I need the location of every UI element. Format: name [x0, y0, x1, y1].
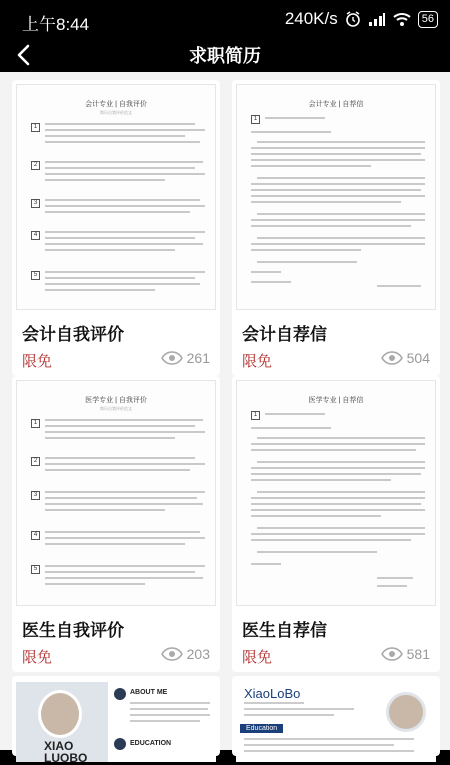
card-doctor-self-evaluation[interactable]	[12, 376, 220, 672]
card-title: 会计自荐信	[242, 325, 327, 344]
card-title: 医生自荐信	[242, 621, 327, 640]
doc-text-line	[257, 213, 425, 215]
doc-text-line	[45, 211, 190, 213]
view-count	[381, 646, 430, 662]
doc-text-line	[45, 141, 200, 143]
resume-text-line	[244, 714, 334, 716]
resume-text-line	[130, 708, 208, 710]
eye-icon	[381, 351, 403, 365]
doc-text-line	[45, 503, 203, 505]
doc-text-line	[251, 533, 425, 535]
document-thumbnail	[236, 84, 436, 310]
doc-text-line	[251, 153, 421, 155]
doc-text-line	[45, 173, 205, 175]
view-count	[161, 646, 210, 662]
doc-text-line	[45, 277, 195, 279]
doc-text-line	[251, 449, 416, 451]
doc-text-line	[251, 563, 281, 565]
doc-text-line	[265, 413, 325, 415]
doc-text-line	[251, 473, 421, 475]
doc-text-line	[251, 281, 291, 283]
doc-text-line	[45, 425, 195, 427]
free-badge: 限免	[22, 353, 53, 370]
doc-text-line	[45, 565, 205, 567]
doc-item-number: 1	[251, 411, 260, 420]
doc-text-line	[45, 509, 165, 511]
resume-thumbnail	[16, 682, 216, 765]
resume-text-line	[130, 714, 210, 716]
doc-text-line	[251, 165, 371, 167]
doc-text-line	[45, 457, 195, 459]
doc-text-line	[45, 199, 200, 201]
doc-text-line	[251, 131, 331, 133]
doc-text-line	[251, 219, 425, 221]
resume-name-line1: XIAO	[44, 739, 74, 753]
about-icon	[114, 688, 126, 700]
profile-photo	[38, 690, 82, 738]
status-icons	[285, 9, 438, 29]
resume-thumbnail	[236, 682, 436, 762]
eye-icon	[161, 351, 183, 365]
doc-item-number: 4	[31, 231, 40, 240]
doc-text-line	[45, 491, 205, 493]
doc-text-line	[251, 509, 425, 511]
card-accounting-self-evaluation[interactable]	[12, 80, 220, 376]
resume-text-line	[130, 720, 200, 722]
doc-text-line	[377, 585, 407, 587]
doc-text-line	[251, 271, 281, 273]
doc-text-line	[251, 503, 421, 505]
doc-text-line	[257, 177, 425, 179]
resume-name: XiaoLoBo	[244, 686, 301, 701]
free-badge: 限免	[22, 649, 53, 666]
doc-text-line	[377, 285, 421, 287]
doc-text-line	[45, 135, 185, 137]
resume-text-line	[244, 744, 394, 746]
doc-text-line	[45, 249, 175, 251]
doc-item-number: 2	[31, 457, 40, 466]
doc-text-line	[45, 431, 205, 433]
resume-text-line	[244, 738, 414, 740]
doc-text-line	[251, 443, 425, 445]
view-count-value: 261	[186, 350, 210, 366]
doc-text-line	[251, 479, 391, 481]
doc-text-line	[45, 571, 195, 573]
doc-text-line	[251, 159, 425, 161]
education-heading: Education	[240, 724, 283, 733]
about-heading: ABOUT ME	[130, 689, 168, 696]
doc-item-number: 3	[31, 199, 40, 208]
doc-subtitle: 简历自我评价范文	[100, 406, 132, 411]
status-bar	[0, 0, 450, 38]
view-count-value: 504	[406, 350, 430, 366]
doc-title: 会计专业 | 自荐信	[308, 101, 364, 108]
page-title: 求职简历	[189, 46, 261, 66]
doc-text-line	[251, 515, 381, 517]
free-badge: 限免	[242, 353, 273, 370]
doc-text-line	[257, 141, 425, 143]
doc-item-number: 1	[251, 115, 260, 124]
card-doctor-cover-letter[interactable]	[232, 376, 440, 672]
doc-text-line	[257, 461, 425, 463]
doc-text-line	[251, 201, 401, 203]
doc-text-line	[45, 583, 145, 585]
doc-text-line	[45, 537, 205, 539]
doc-text-line	[251, 195, 425, 197]
view-count	[161, 350, 210, 366]
status-time: 上午8:44	[22, 15, 90, 34]
doc-text-line	[257, 437, 425, 439]
doc-item-number: 4	[31, 531, 40, 540]
battery-indicator: 56	[418, 11, 438, 28]
card-accounting-cover-letter[interactable]	[232, 80, 440, 376]
doc-subtitle: 简历自我评价范文	[100, 110, 132, 115]
alarm-icon	[344, 10, 362, 28]
signal-icon	[368, 11, 386, 27]
doc-text-line	[45, 231, 205, 233]
doc-title: 医学专业 | 自荐信	[308, 397, 364, 404]
doc-text-line	[251, 467, 425, 469]
doc-text-line	[45, 419, 203, 421]
doc-text-line	[251, 249, 361, 251]
doc-text-line	[251, 427, 331, 429]
view-count-value: 581	[406, 646, 430, 662]
document-thumbnail	[236, 380, 436, 606]
doc-text-line	[45, 543, 185, 545]
doc-text-line	[45, 237, 195, 239]
wifi-icon	[392, 11, 412, 27]
education-icon	[114, 738, 126, 750]
education-heading: EDUCATION	[130, 740, 172, 747]
resume-text-line	[244, 702, 304, 704]
doc-title: 会计专业 | 自我评价	[85, 101, 147, 108]
doc-text-line	[251, 243, 425, 245]
doc-text-line	[377, 577, 413, 579]
doc-text-line	[45, 123, 195, 125]
doc-text-line	[45, 243, 203, 245]
doc-text-line	[45, 289, 155, 291]
doc-text-line	[251, 189, 421, 191]
document-thumbnail	[16, 84, 216, 310]
doc-text-line	[45, 437, 175, 439]
card-resume-template-right[interactable]	[232, 676, 440, 756]
card-title: 会计自我评价	[22, 325, 124, 344]
doc-item-number: 1	[31, 419, 40, 428]
doc-text-line	[45, 205, 205, 207]
resume-name	[44, 740, 87, 764]
eye-icon	[161, 647, 183, 661]
doc-text-line	[251, 147, 425, 149]
doc-text-line	[265, 117, 325, 119]
resume-name-line2: LUOBO	[44, 751, 88, 765]
doc-text-line	[45, 129, 205, 131]
doc-text-line	[257, 551, 377, 553]
doc-text-line	[45, 497, 197, 499]
doc-text-line	[45, 531, 200, 533]
profile-photo	[386, 692, 426, 732]
doc-text-line	[45, 167, 195, 169]
doc-text-line	[45, 283, 200, 285]
card-resume-template-left[interactable]	[12, 676, 220, 765]
doc-item-number: 5	[31, 271, 40, 280]
resume-text-line	[244, 750, 414, 752]
doc-text-line	[45, 463, 205, 465]
doc-title: 医学专业 | 自我评价	[85, 397, 147, 404]
view-count	[381, 350, 430, 366]
doc-text-line	[257, 261, 357, 263]
network-speed: 240K/s	[284, 9, 338, 28]
doc-text-line	[45, 577, 203, 579]
free-badge: 限免	[242, 649, 273, 666]
doc-text-line	[251, 539, 411, 541]
doc-item-number: 1	[31, 123, 40, 132]
resume-text-line	[244, 708, 354, 710]
doc-item-number: 3	[31, 491, 40, 500]
document-thumbnail	[16, 380, 216, 606]
doc-text-line	[251, 183, 425, 185]
doc-text-line	[251, 225, 411, 227]
doc-text-line	[257, 527, 425, 529]
resume-text-line	[130, 702, 210, 704]
nav-bar	[0, 38, 450, 72]
doc-text-line	[45, 469, 190, 471]
eye-icon	[381, 647, 403, 661]
doc-text-line	[257, 491, 425, 493]
doc-text-line	[45, 179, 165, 181]
doc-item-number: 5	[31, 565, 40, 574]
doc-text-line	[45, 271, 205, 273]
doc-text-line	[251, 497, 425, 499]
view-count-value: 203	[186, 646, 210, 662]
doc-text-line	[257, 237, 425, 239]
doc-item-number: 2	[31, 161, 40, 170]
resume-grid	[0, 72, 450, 765]
doc-text-line	[45, 161, 203, 163]
card-title: 医生自我评价	[22, 621, 124, 640]
